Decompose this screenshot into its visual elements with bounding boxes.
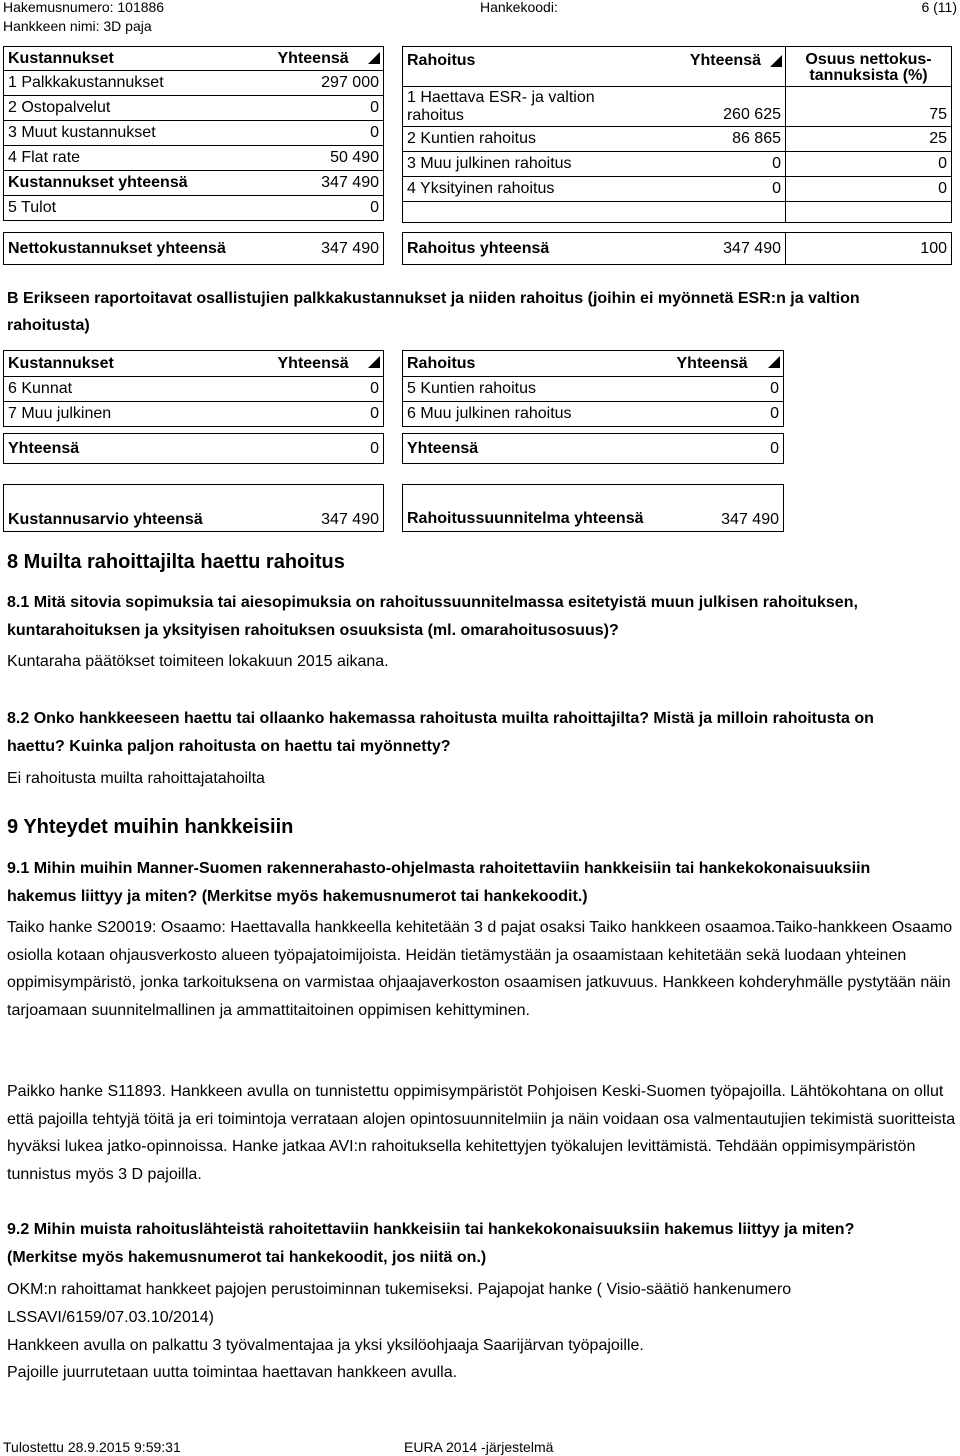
table-row-label: 5 Tulot [4,196,274,221]
table-row-value: 0 [618,177,786,202]
application-number: Hakemusnumero: 101886 [3,0,165,15]
table-row-share: 0 [786,152,952,177]
table-row-value: 0 [673,377,784,402]
plan-total-value: 347 490 [653,485,784,532]
section-b-title: B Erikseen raportoitavat osallistujien palkkakustannukset ja niiden rahoitus (joihin ei myönnetä ESR:n ja valtion rahoitusta) [7,290,860,334]
section-b-funding-total [402,433,784,464]
question-9-2: 9.2 Mihin muista rahoituslähteistä rahoitettaviin hankkeisiin tai hankekokonaisuuksiin hakemus liittyy ja miten? (Merkitse myös hakemusnumerot tai hankekoodit, jos niitä on.) [7,1221,855,1266]
net-costs-label: Nettokustannukset yhteensä [4,233,274,265]
flag-icon [368,356,380,368]
table-row-blank [618,202,786,223]
table-row-label: Kustannukset yhteensä [4,171,274,196]
table-row-label: 6 Muu julkinen rahoitus [403,402,673,427]
flag-icon [368,52,380,64]
b-costs-col-header: Kustannukset [4,351,274,377]
table-row-value: 86 865 [618,127,786,152]
b-funding-total-value: 0 [673,434,784,464]
budget-total-label: Kustannusarvio yhteensä [4,485,274,532]
net-costs-total [3,232,384,265]
table-row-value: 347 490 [274,171,384,196]
b-funding-total-col-header [673,351,784,377]
plan-total-label: Rahoitussuunnitelma yhteensä [403,485,653,532]
table-row-label: 4 Yksityinen rahoitus [403,177,618,202]
plan-total [402,484,784,532]
section-b-costs-table [3,350,384,427]
table-row-value: 0 [274,196,384,221]
question-8-1: 8.1 Mitä sitovia sopimuksia tai aiesopimuksia on rahoitussuunnitelmassa esitetyistä muun julkisen rahoituksen, kuntarahoituksen ja yksityisen rahoituksen osuuksista (ml. omarahoitusosuus)? [7,594,858,639]
table-row-value: 0 [274,402,384,427]
table-row-share: 0 [786,177,952,202]
table-row-label: 3 Muu julkinen rahoitus [403,152,618,177]
b-costs-total-col-header [274,351,384,377]
table-row-label: 1 Palkkakustannukset [4,71,274,96]
table-row-label: 2 Kuntien rahoitus [403,127,618,152]
table-row-value: 260 625 [618,87,786,127]
share-col-header: Osuus nettokus-tannuksista (%) [786,47,952,87]
answer-9-1-paragraph-2: Paikko hanke S11893. Hankkeen avulla on tunnistettu oppimisympäristöt Pohjoisen Keski-Suomen työpajoilla. Lähtökohtana on ollut että pajoilla tehtyjä töitä ja eri toimintoja verrataan alojen opintosuunnitelmiin ja näin voidaan osa valmentautujien tekimistä suoritteista hyväksi lukea jatko-opinnoissa. Hanke jatkaa AVI:n rahoituksella kehitettyjen työkalujen levittämistä. Tehdään oppimisympäristön tunnistus myös 3 D pajoilla. [7,1083,956,1183]
funding-total-value: 347 490 [618,233,786,265]
section-b-costs-total [3,433,384,464]
table-row-blank [786,202,952,223]
funding-total-share: 100 [786,233,952,265]
page-number: 6 (11) [921,0,957,15]
costs-total-col-header [274,47,384,71]
table-row-label: 1 Haettava ESR- ja valtion rahoitus [403,87,618,127]
table-row-label: 5 Kuntien rahoitus [403,377,673,402]
print-timestamp: Tulostettu 28.9.2015 9:59:31 [3,1439,181,1455]
b-funding-total-col-label: Yhteensä [676,354,748,372]
section-9-heading: 9 Yhteydet muihin hankkeisiin [7,816,294,838]
table-row-label: 2 Ostopalvelut [4,96,274,121]
budget-total [3,484,384,532]
costs-table [3,46,384,221]
table-row-value: 0 [274,377,384,402]
project-name: Hankkeen nimi: 3D paja [3,18,152,34]
table-row-blank [403,202,618,223]
table-row-label: 4 Flat rate [4,146,274,171]
b-costs-total-value: 0 [274,434,384,464]
funding-total-col-header [618,47,786,87]
funding-total [402,232,952,265]
section-8-heading: 8 Muilta rahoittajilta haettu rahoitus [7,551,345,573]
funding-total-col-label: Yhteensä [689,52,761,69]
system-name: EURA 2014 -järjestelmä [404,1439,554,1455]
flag-icon [768,356,780,368]
b-funding-col-header: Rahoitus [403,351,673,377]
funding-col-header: Rahoitus [403,47,618,87]
b-costs-total-label: Yhteensä [4,434,274,464]
table-row-share: 75 [786,87,952,127]
budget-total-value: 347 490 [274,485,384,532]
project-code: Hankekoodi: [480,0,558,15]
table-row-label: 6 Kunnat [4,377,274,402]
funding-table [402,46,952,223]
costs-total-col-label: Yhteensä [277,49,349,67]
net-costs-value: 347 490 [274,233,384,265]
table-row-value: 50 490 [274,146,384,171]
table-row-label: 3 Muut kustannukset [4,121,274,146]
answer-9-1-paragraph-1: Taiko hanke S20019: Osaamo: Haettavalla hankkeella kehitetään 3 d pajat osaksi Taiko hankkeen osaamoa.Taiko-hankkeen Osaamo osiolla kotaan ohjausverkosto alueen työpajatoimijoista. Heidän tietämystään ja osaamistaan kehitetään sekä luodaan yhteinen oppimisympäristö, jonka tarkoituksena on varmistaa ohjaajaverkoston osaamisen jatkuvuus. Hankkeen kohderyhmälle pystytään näin tarjoamaan suunnitelmallinen ja ammattitaitoinen oppimisen kehittyminen. [7,919,953,1019]
table-row-share: 25 [786,127,952,152]
table-row-value: 0 [673,402,784,427]
flag-icon [770,55,782,67]
funding-total-label: Rahoitus yhteensä [403,233,618,265]
answer-9-2-line-1: OKM:n rahoittamat hankkeet pajojen perustoiminnan tukemiseksi. Pajapojat hanke ( Visio-säätiö hankenumero LSSAVI/6159/07.03.10/2014) [7,1281,792,1326]
section-b-funding-table [402,350,784,427]
b-funding-total-label: Yhteensä [403,434,673,464]
answer-8-1: Kuntaraha päätökset toimiteen lokakuun 2015 aikana. [7,653,389,670]
b-costs-total-col-label: Yhteensä [277,354,349,372]
table-row-value: 0 [274,96,384,121]
question-9-1: 9.1 Mihin muihin Manner-Suomen rakennerahasto-ohjelmasta rahoitettaviin hankkeisiin tai hankekokonaisuuksiin hakemus liittyy ja miten? (Merkitse myös hakemusnumerot tai hankekoodit.) [7,860,871,905]
answer-8-2: Ei rahoitusta muilta rahoittajatahoilta [7,770,265,787]
answer-9-2-line-3: Pajoille juurrutetaan uutta toimintaa haettavan hankkeen avulla. [7,1364,458,1381]
table-row-value: 0 [618,152,786,177]
question-8-2: 8.2 Onko hankkeeseen haettu tai ollaanko hakemassa rahoitusta muilta rahoittajilta? Mistä ja milloin rahoitusta on haettu? Kuinka paljon rahoitusta on haettu tai myönnetty? [7,710,874,755]
table-row-value: 297 000 [274,71,384,96]
table-row-label: 7 Muu julkinen [4,402,274,427]
table-row-value: 0 [274,121,384,146]
answer-9-2-line-2: Hankkeen avulla on palkattu 3 työvalmentajaa ja yksi yksilöohjaaja Saarijärvan työpajoille. [7,1337,644,1354]
costs-col-header: Kustannukset [4,47,274,71]
